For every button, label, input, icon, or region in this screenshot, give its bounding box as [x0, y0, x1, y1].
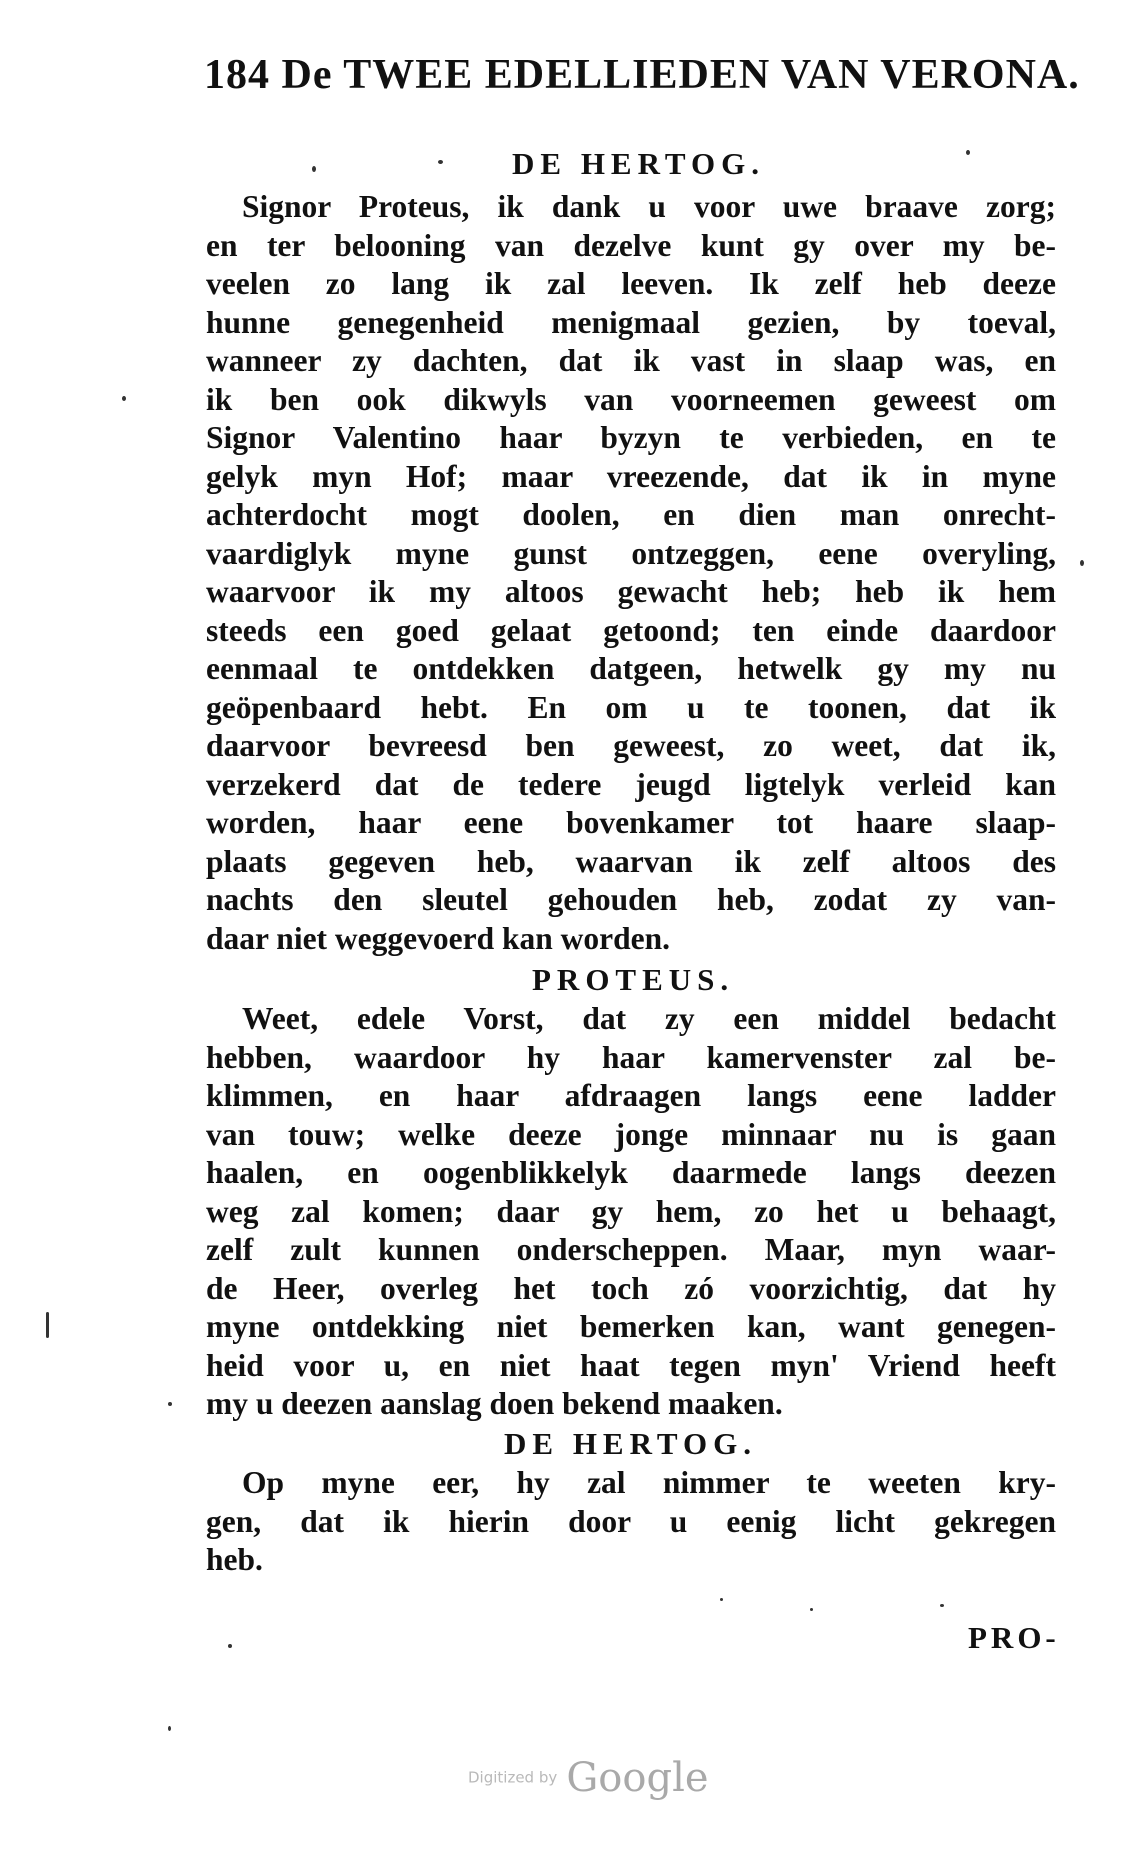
text-line: ik ben ook dikwyls van voorneemen geweest om [206, 381, 1056, 417]
text-line: zelf zult kunnen onderscheppen. Maar, myn waar- [206, 1232, 1056, 1267]
text-line: de Heer, overleg het toch zó voorzichtig, dat hy [206, 1270, 1056, 1306]
text-line: waarvoor ik my altoos gewacht heb; heb ik hem [206, 574, 1056, 609]
speaker-heading: DE HERTOG. [512, 146, 765, 181]
print-speck [940, 1604, 944, 1607]
text-line: gelyk myn Hof; maar vreezende, dat ik in myne [206, 458, 1056, 494]
text-line: geöpenbaard hebt. En om u te toonen, dat ik [206, 689, 1056, 725]
speech-block [206, 1000, 1056, 1424]
print-speck [810, 1608, 813, 1611]
print-speck [46, 1312, 49, 1338]
text-line: nachts den sleutel gehouden heb, zodat zy van- [206, 882, 1056, 917]
digitization-watermark [468, 1755, 709, 1801]
text-line: gen, dat ik hierin door u eenig licht gekregen [206, 1503, 1056, 1539]
text-line: Signor Valentino haar byzyn te verbieden, en te [206, 420, 1056, 455]
text-line: en ter belooning van dezelve kunt gy over my be- [206, 227, 1056, 263]
print-speck [312, 166, 316, 172]
text-line: weg zal komen; daar gy hem, zo het u behaagt, [206, 1193, 1056, 1229]
text-line: veelen zo lang ik zal leeven. Ik zelf heb deeze [206, 266, 1056, 301]
text-line: steeds een goed gelaat getoond; ten einde daardoor [206, 612, 1056, 648]
text-line: Signor Proteus, ik dank u voor uwe braave zorg; [242, 189, 1056, 224]
text-line: hebben, waardoor hy haar kamervenster zal be- [206, 1039, 1056, 1075]
text-line: myne ontdekking niet bemerken kan, want genegen- [206, 1309, 1056, 1344]
speech-block [206, 1464, 1056, 1580]
text-line: daarvoor bevreesd ben geweest, zo weet, dat ik, [206, 728, 1056, 763]
text-line: vaardiglyk myne gunst ontzeggen, eene overyling, [206, 535, 1056, 571]
text-line: klimmen, en haar afdraagen langs eene ladder [206, 1078, 1056, 1113]
text-line: heb. [206, 1542, 263, 1577]
print-speck [228, 1644, 232, 1648]
text-line: achterdocht mogt doolen, en dien man onrecht- [206, 497, 1056, 532]
digitized-by-label: Digitized by [468, 1768, 558, 1787]
text-line: heid voor u, en niet haat tegen myn' Vriend heeft [206, 1347, 1056, 1383]
catchword: PRO- [968, 1620, 1060, 1655]
text-line: worden, haar eene bovenkamer tot haare slaap- [206, 805, 1056, 840]
text-line: Weet, edele Vorst, dat zy een middel bedacht [242, 1001, 1056, 1036]
speaker-heading: DE HERTOG. [504, 1426, 757, 1461]
speech-block [206, 188, 1056, 958]
print-speck [168, 1402, 172, 1406]
text-line: my u deezen aanslag doen bekend maaken. [206, 1386, 783, 1421]
speaker-heading: PROTEUS. [532, 962, 735, 997]
print-speck [438, 160, 443, 164]
print-speck [168, 1726, 171, 1731]
print-speck [966, 150, 970, 155]
print-speck [1080, 560, 1084, 566]
text-line: eenmaal te ontdekken datgeen, hetwelk gy my nu [206, 651, 1056, 686]
text-line: daar niet weggevoerd kan worden. [206, 920, 671, 956]
text-line: wanneer zy dachten, dat ik vast in slaap was, en [206, 343, 1056, 378]
running-head: 184 De TWEE EDELLIEDEN VAN VERONA. [204, 52, 1080, 98]
google-logo: Google [566, 1755, 709, 1801]
print-speck [122, 396, 126, 401]
text-line: verzekerd dat de tedere jeugd ligtelyk verleid kan [206, 766, 1056, 802]
text-line: hunne genegenheid menigmaal gezien, by toeval, [206, 304, 1056, 340]
text-line: plaats gegeven heb, waarvan ik zelf altoos des [206, 843, 1056, 879]
text-line: van touw; welke deeze jonge minnaar nu is gaan [206, 1116, 1056, 1152]
text-line: Op myne eer, hy zal nimmer te weeten kry- [242, 1465, 1056, 1500]
text-line: haalen, en oogenblikkelyk daarmede langs deezen [206, 1155, 1056, 1190]
print-speck [720, 1598, 723, 1601]
